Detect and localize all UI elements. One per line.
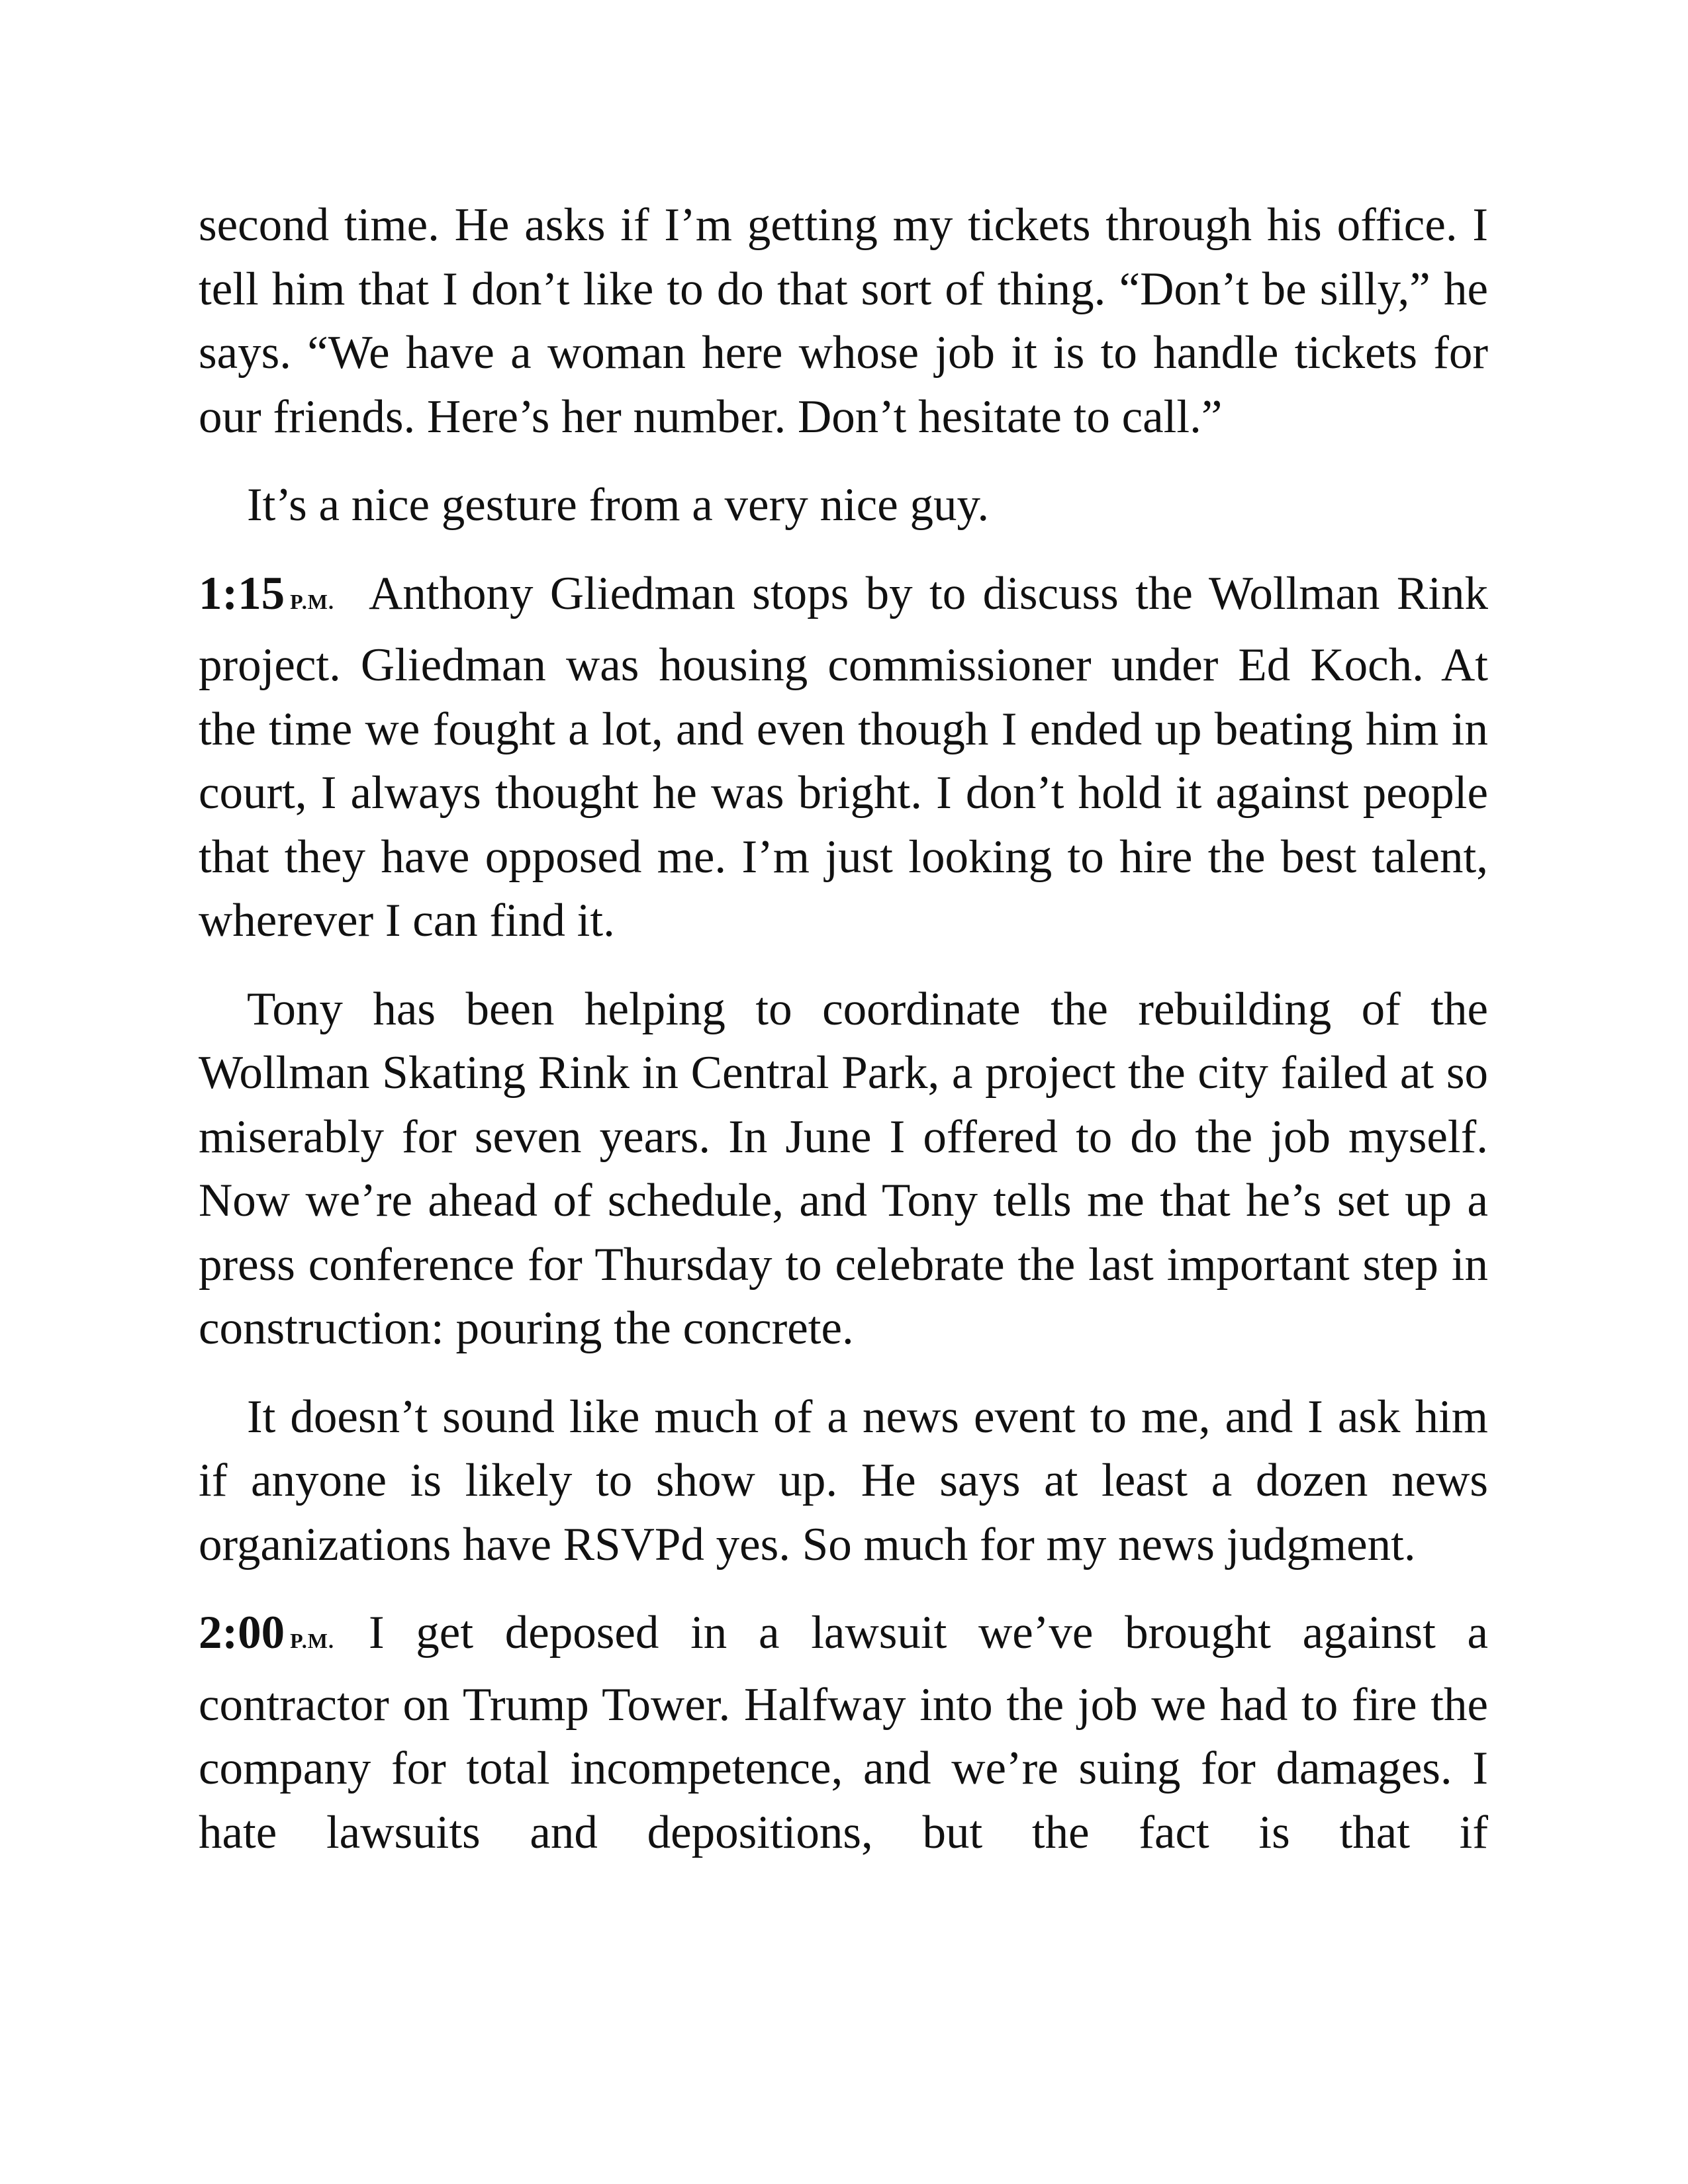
diary-entry-200pm — [199, 1601, 1488, 1864]
paragraph — [199, 1385, 1488, 1577]
paragraph-text: Anthony Gliedman stops by to discuss the Wollman Rink project. Gliedman was housing commissioner under Ed Koch. At the time we fought a lot, and even though I ended up beating him in court, I always thought he was bright. I don’t hold it against people that they have opposed me. I’m just looking to hire the best talent, wherever I can find it. — [199, 567, 1488, 946]
paragraph-text: It’s a nice gesture from a very nice guy. — [247, 479, 990, 531]
paragraph — [199, 978, 1488, 1361]
entry-time: 2:00 — [199, 1607, 285, 1659]
paragraph-continuation — [199, 193, 1488, 449]
entry-ampm: P.M. — [290, 589, 334, 614]
diary-entry-115pm — [199, 562, 1488, 953]
paragraph-text: It doesn’t sound like much of a news event to me, and I ask him if anyone is likely to show up. He says at least a dozen news organizations have RSVPd yes. So much for my news judgment. — [199, 1390, 1488, 1570]
book-page — [199, 193, 1488, 1864]
paragraph-text: second time. He asks if I’m getting my tickets through his office. I tell him that I don’t like to do that sort of thing. “Don’t be silly,” he says. “We have a woman here whose job it is to handle tickets for our friends. Here’s her number. Don’t hesitate to call.” — [199, 199, 1488, 443]
paragraph — [199, 473, 1488, 537]
entry-ampm: P.M. — [290, 1629, 334, 1653]
paragraph-text: Tony has been helping to coordinate the rebuilding of the Wollman Skating Rink in Central Park, a project the city failed at so miserably for seven years. In June I offered to do the job myself. Now we’re ahead of schedule, and Tony tells me that he’s set up a press conference for Thursday to celebrate the last important step in construction: pouring the concrete. — [199, 983, 1488, 1354]
entry-time: 1:15 — [199, 567, 285, 619]
paragraph-text: I get deposed in a lawsuit we’ve brought against a contractor on Trump Tower. Halfway into the job we had to fire the company for total incompetence, and we’re suing for damages. I hate lawsuits and depositions, but the fact is that if — [199, 1607, 1488, 1858]
